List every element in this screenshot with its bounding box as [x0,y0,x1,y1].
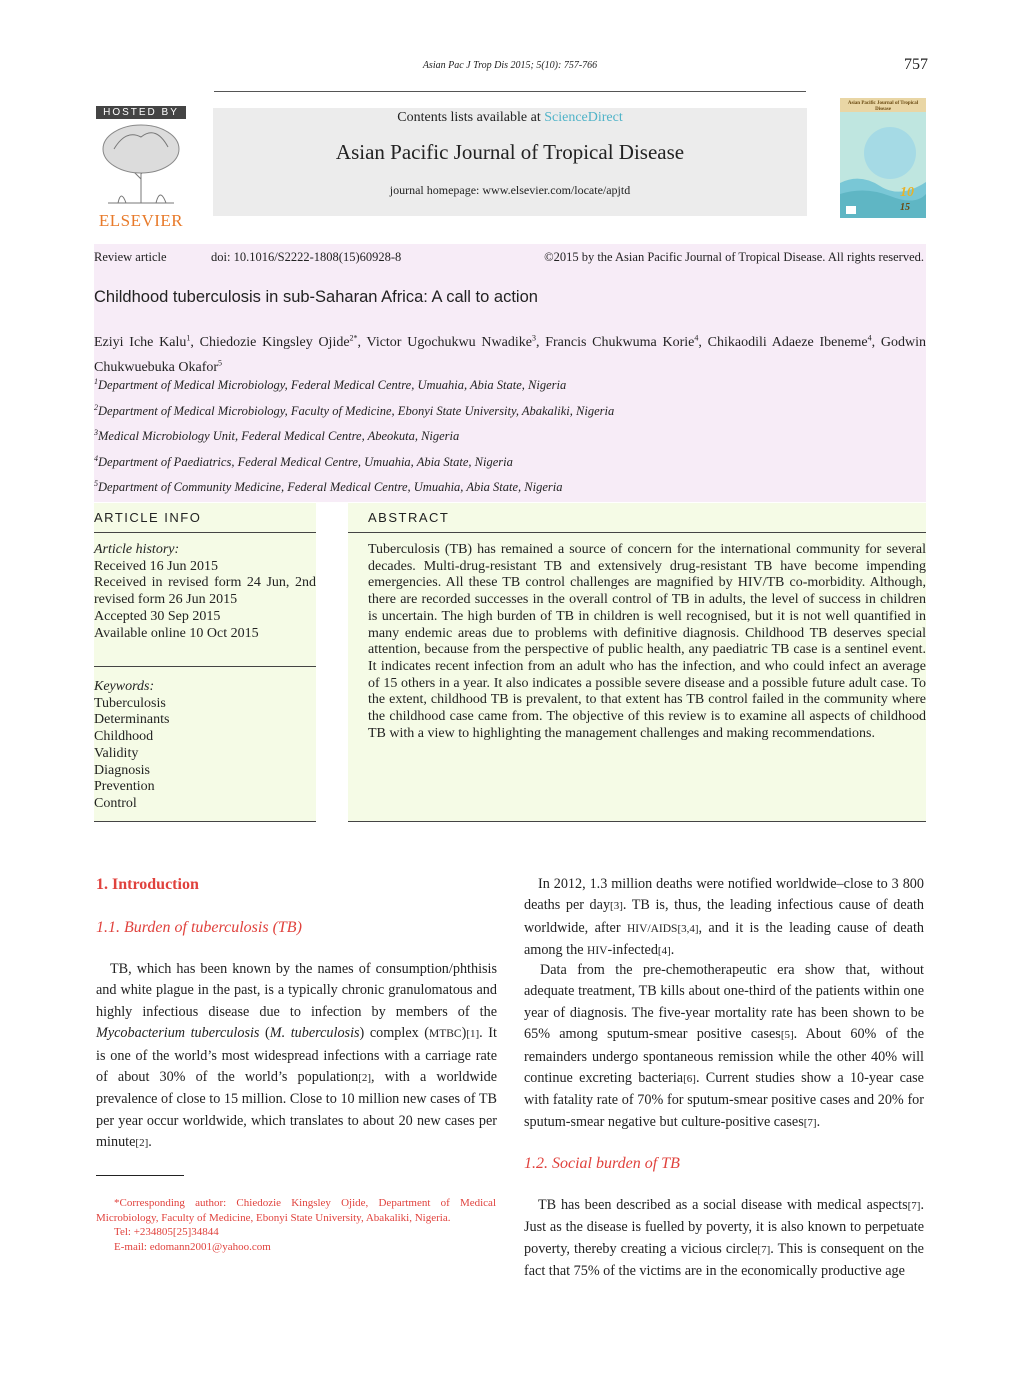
author-list [94,327,926,378]
subsection-heading-burden: 1.1. Burden of tuberculosis (TB) [96,919,302,936]
divider [348,532,926,533]
divider [94,666,316,667]
contents-line: Contents lists available at ScienceDirect [397,110,623,125]
citation[interactable]: [2] [135,1137,149,1150]
history-item: Received in revised form 24 Jun, 2nd revised form 26 Jun 2015 [94,575,316,608]
author: Francis Chukwuma Korie$^4$, [545,333,708,350]
keywords [94,679,316,813]
history-item: Available online 10 Oct 2015 [94,625,259,641]
citation[interactable]: [4] [657,945,671,958]
keyword: Diagnosis [94,762,150,778]
citation[interactable]: [3] [610,900,623,913]
citation[interactable]: [7] [757,1243,771,1256]
copyright: ©2015 by the Asian Pacific Journal of Tropical Disease. All rights reserved. [544,250,924,264]
author: Eziyi Iche Kalu$^1$, [94,333,200,350]
header-rule [214,91,806,92]
keyword: Prevention [94,779,155,795]
running-head: Asian Pac J Trop Dis 2015; 5(10): 757-766 [422,60,598,71]
journal-cover-image [840,98,926,218]
citation[interactable]: [7] [907,1200,921,1212]
subsection-heading-social: 1.2. Social burden of TB [524,1155,680,1172]
page-number: 757 [904,56,928,73]
citation[interactable]: [3,4] [677,922,699,935]
keywords-label: Keywords: [94,679,155,694]
elsevier-wordmark: ELSEVIER [98,211,184,230]
hosted-by-label: HOSTED BY [96,106,186,119]
divider [94,532,316,533]
affiliation: $^2$Department of Medical Microbiology, Faculty of Medicine, Ebonyi State University, Abakaliki, Nigeria [94,403,615,419]
keyword: Determinants [94,712,170,728]
divider [348,821,926,822]
sciencedirect-link[interactable]: ScienceDirect [544,110,623,125]
affiliation: $^4$Department of Paediatrics, Federal Medical Centre, Umuahia, Abia State, Nigeria [94,454,513,470]
cover-issue: 10 15 [900,185,914,213]
article-info-heading: ARTICLE INFO [94,510,202,525]
history-item: Received 16 Jun 2015 [94,558,219,574]
affiliation: $^3$Medical Microbiology Unit, Federal Medical Centre, Abeokuta, Nigeria [94,428,460,444]
citation[interactable]: [6] [683,1073,696,1086]
section-heading-introduction: 1. Introduction [96,876,199,893]
paragraph: TB, which has been known by the names of consumption/phthisis and white plague in the past, is a typically chronic granulomatous and highly infectious disease due to infection by members of the Mycobacterium tuberculosis (M. tuberculosis) complex (MTBC)[1]. It is one of the world’s most widespread infections with a carriage rate of about 30% of the world’s population[2], with a worldwide prevalence of close to 15 million. Close to 10 million new cases of TB per year occur worldwide, which translates to about 20 new cases per minute[2]. [96,961,498,1151]
author: Godwin Chukwuebuka Okafor$^5$ [94,334,927,376]
corresponding-author-footnote: *Corresponding author: Chiedozie Kingsley Ojide, Department of Medical Microbiology, Faculty of Medicine, Ebonyi State University, Abakaliki, Nigeria. Tel: +234805[25]34844 E-mail: edomann2001@yahoo.com [96,1197,496,1253]
journal-banner [213,108,807,216]
paragraph: In 2012, 1.3 million deaths were notified worldwide–close to 3 800 deaths per day[3]. TB is, thus, the leading infectious cause of death worldwide, after HIV/AIDS[3,4], and it is the leading cause of death among the HIV-infected[4]. [524,876,924,959]
affiliation: $^1$Department of Medical Microbiology, Federal Medical Centre, Umuahia, Abia State, Nigeria [94,377,567,393]
paragraph: Data from the pre-chemotherapeutic era show that, without adequate treatment, TB kills about one-third of the patients within one year of diagnosis. The five-year mortality rate has been shown to be 65% among sputum-smear positive cases[5]. About 60% of the remainders undergo spontaneous remission while the other 40% will continue excreting bacteria[6]. Current studies show a 10-year case with fatality rate of 70% for sputum-smear positive cases and 20% for sputum-smear negative but culture-positive cases[7]. [524,962,925,1130]
keyword: Tuberculosis [94,695,166,711]
abstract-heading: ABSTRACT [368,510,450,525]
doi[interactable]: doi: 10.1016/S2222-1808(15)60928-8 [211,250,402,264]
article-type: Review article [94,250,167,264]
author: Chikaodili Adaeze Ibeneme$^4$, [707,333,881,350]
citation[interactable]: [1] [466,1028,480,1041]
email-link[interactable]: E-mail: edomann2001@yahoo.com [114,1240,271,1253]
abstract-text: Tuberculosis (TB) has remained a source of concern for the international community for several decades. Multi-drug-resistant TB and extensively drug-resistant TB have become impending emergencies. All these TB control challenges are magnified by HIV/TB co-morbidity. Although, there are recorded successes in the overall control of TB in adults, the level of success in children is uncertain. The high burden of TB in children is well recognised, but it is not well quantified in many endemic areas due to problems with definitive diagnosis. Childhood TB deserves special attention, because from the perspective of public health, any paediatric TB case is a sentinel event. It indicates recent infection from an adult who has the infection, and who could infect an average of 15 others in a year. It also indicates a possible severe disease and a possible future adult case. To the extent, childhood TB is prevalent, to that extent has TB control failed in the community where the childhood case came from. The objective of this review is to examine all aspects of childhood TB with a view to highlighting the management challenges and making recommendations. [368,542,926,741]
history-item: Accepted 30 Sep 2015 [94,608,221,624]
citation[interactable]: [2] [358,1072,372,1085]
cover-title: Asian Pacific Journal of Tropical Disease [847,101,919,112]
citation[interactable]: [5] [780,1029,794,1042]
article-history [94,542,316,642]
author: Chiedozie Kingsley Ojide$^{2*}$, [199,333,367,350]
journal-title: Asian Pacific Journal of Tropical Disease [335,140,685,164]
journal-homepage[interactable]: journal homepage: www.elsevier.com/locate/apjtd [389,183,631,197]
history-label: Article history: [94,542,180,557]
affiliation: $^5$Department of Community Medicine, Federal Medical Centre, Umuahia, Abia State, Nigeria [94,479,563,495]
keyword: Childhood [94,729,154,745]
article-title: Childhood tuberculosis in sub-Saharan Africa: A call to action [94,288,538,306]
author: Victor Ugochukwu Nwadike$^3$, [366,333,546,350]
keyword: Control [94,795,137,811]
divider [94,821,316,822]
keyword: Validity [94,745,139,761]
paragraph: TB has been described as a social disease with medical aspects[7]. Just as the disease is fuelled by poverty, it is also known to perpetuate poverty, thereby creating a vicious circle[7]. This is consequent on the fact that 75% of the victims are in the economically productive age [524,1197,924,1280]
column-gutter [316,503,348,821]
footnote-rule [96,1175,184,1176]
tree-icon [96,119,186,207]
elsevier-logo [96,106,186,228]
citation[interactable]: [7] [803,1116,817,1129]
